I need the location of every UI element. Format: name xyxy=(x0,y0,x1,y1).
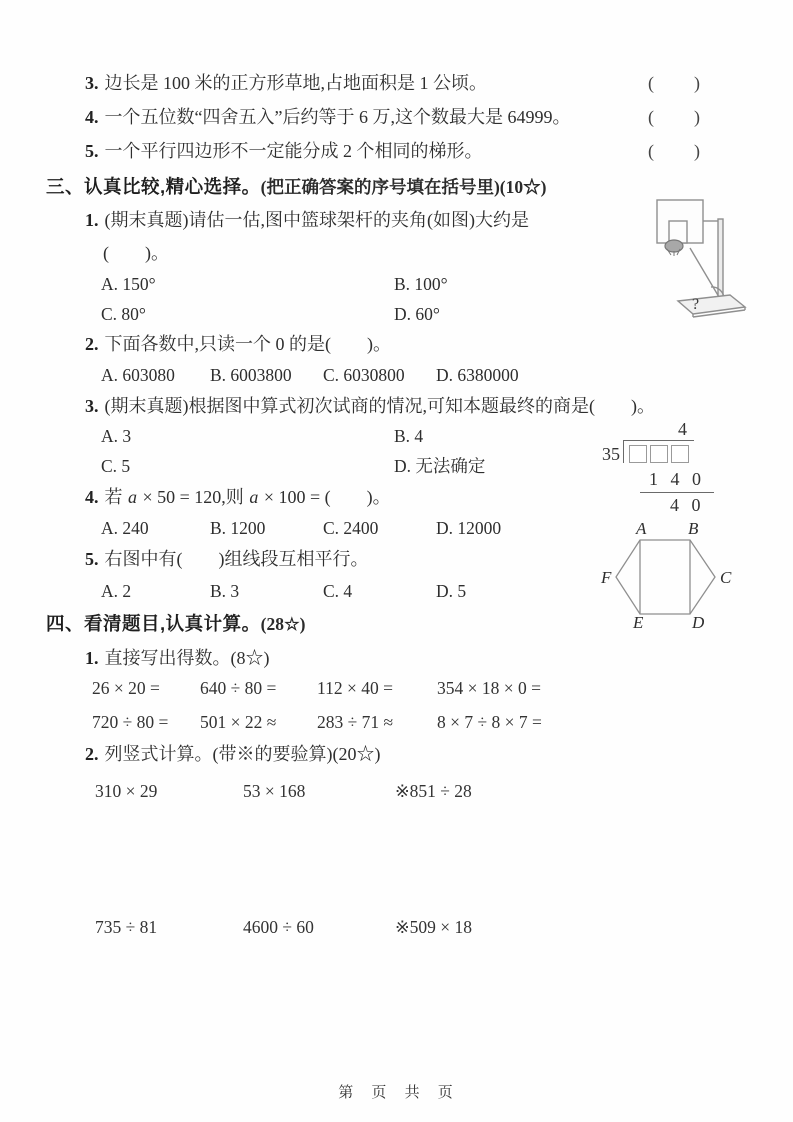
long-division-figure xyxy=(602,419,747,516)
calc-expression: ※509 × 18 xyxy=(395,917,473,937)
option-d: D. 无法确定 xyxy=(394,456,486,476)
mental-calc-row2 xyxy=(92,711,793,733)
vertex-label-b: B xyxy=(688,519,699,538)
option-c: C. 80° xyxy=(101,304,146,324)
calc-expression: 8 × 7 ÷ 8 × 7 = xyxy=(437,712,542,732)
hoop-and-net xyxy=(665,240,683,256)
calc-expression: ※851 ÷ 28 xyxy=(395,781,472,801)
section3-note: (把正确答案的序号填在括号里)(10☆) xyxy=(260,177,547,197)
question-text: (期末真题)根据图中算式初次试商的情况,可知本题最终的商是( )。 xyxy=(104,396,655,416)
question-number: 1. xyxy=(85,210,99,230)
option-d: D. 12000 xyxy=(436,518,502,538)
question-number: 5. xyxy=(85,549,99,569)
division-product-line: 1 4 0 xyxy=(640,469,714,493)
option-a: A. 603080 xyxy=(101,365,175,385)
tf-item-text: 边长是 100 米的正方形草地,占地面积是 1 公顷。 xyxy=(104,73,487,93)
option-c: C. 2400 xyxy=(323,518,379,538)
vertical-calc-row1 xyxy=(95,780,793,802)
question-number: 4. xyxy=(85,487,99,507)
answer-bracket xyxy=(648,73,700,94)
blank-digit-box xyxy=(671,445,689,463)
bracket-open: ( xyxy=(648,107,654,127)
section4-note: (28☆) xyxy=(260,614,306,634)
sub-item-text: 列竖式计算。(带※的要验算)(20☆) xyxy=(104,744,381,764)
option-c: C. 4 xyxy=(323,581,353,601)
question-text: 若 a × 50 = 120,则 a × 100 = ( )。 xyxy=(104,487,391,507)
vertex-label-e: E xyxy=(633,613,644,630)
question-3 xyxy=(85,394,793,418)
vertex-label-c: C xyxy=(720,568,732,587)
calc-expression: 310 × 29 xyxy=(95,781,158,801)
calc-expression: 53 × 168 xyxy=(243,781,306,801)
blank-digit-box xyxy=(629,445,647,463)
question-number: 2. xyxy=(85,334,99,354)
option-b: B. 3 xyxy=(210,581,240,601)
item-number: 5. xyxy=(85,141,99,161)
option-d: D. 6380000 xyxy=(436,365,519,385)
question-2 xyxy=(85,332,793,356)
hexagon-figure xyxy=(600,518,732,630)
answer-bracket xyxy=(648,141,700,162)
tf-item-3 xyxy=(85,73,793,94)
variable-a: a xyxy=(249,487,259,507)
question-mark-label: ? xyxy=(692,296,700,313)
tf-item-text: 一个五位数“四舍五入”后约等于 6 万,这个数最大是 64999。 xyxy=(104,107,571,127)
option-b: B. 1200 xyxy=(210,518,266,538)
true-false-section xyxy=(0,73,793,162)
calc-expression: 501 × 22 ≈ xyxy=(200,712,277,732)
tf-item-5 xyxy=(85,141,793,162)
division-quotient: 4 xyxy=(678,419,687,439)
item-number: 2. xyxy=(85,744,99,764)
option-b: B. 6003800 xyxy=(210,365,292,385)
section4-title: 四、看清题目,认真计算。 xyxy=(46,613,261,634)
section3-title: 三、认真比较,精心选择。 xyxy=(46,176,261,197)
bracket-close: ) xyxy=(694,141,700,161)
hexagon-outline xyxy=(616,540,715,614)
item-number: 1. xyxy=(85,648,99,668)
bracket-close: ) xyxy=(694,73,700,93)
basketball-stand-figure xyxy=(648,193,748,321)
division-dividend-boxes xyxy=(623,440,694,463)
calc-expression: 283 ÷ 71 ≈ xyxy=(317,712,394,732)
item-number: 4. xyxy=(85,107,99,127)
option-b: B. 100° xyxy=(394,274,448,294)
question-text: 下面各数中,只读一个 0 的是( )。 xyxy=(104,334,391,354)
option-a: A. 3 xyxy=(101,426,132,446)
bracket-open: ( xyxy=(648,73,654,93)
sub-item-text: 直接写出得数。(8☆) xyxy=(104,648,270,668)
tf-item-4 xyxy=(85,107,793,128)
question-number: 3. xyxy=(85,396,99,416)
option-a: A. 240 xyxy=(101,518,149,538)
calc-expression: 354 × 18 × 0 = xyxy=(437,678,541,698)
vertex-label-d: D xyxy=(692,613,705,630)
diagonal-brace xyxy=(690,248,719,297)
bracket-open: ( xyxy=(648,141,654,161)
question-text: (期末真题)请估一估,图中篮球架杆的夹角(如图)大约是 xyxy=(104,210,529,230)
calc-expression: 640 ÷ 80 = xyxy=(200,678,277,698)
vertex-label-a: A xyxy=(636,519,647,538)
option-a: A. 150° xyxy=(101,274,156,294)
calc-expression: 26 × 20 = xyxy=(92,678,160,698)
division-divisor: 35 xyxy=(602,444,620,464)
option-c: C. 5 xyxy=(101,456,131,476)
calc-expression: 720 ÷ 80 = xyxy=(92,712,169,732)
tf-item-text: 一个平行四边形不一定能分成 2 个相同的梯形。 xyxy=(104,141,483,161)
question-text: 右图中有( )组线段互相平行。 xyxy=(104,549,369,569)
question-1-blank: ( )。 xyxy=(103,243,169,263)
mental-calc-row1 xyxy=(92,677,793,699)
option-d: D. 60° xyxy=(394,304,440,324)
option-b: B. 4 xyxy=(394,426,424,446)
variable-a: a xyxy=(128,487,137,507)
question-2-options xyxy=(101,364,793,386)
vertex-label-f: F xyxy=(601,568,612,587)
calc-expression: 4600 ÷ 60 xyxy=(243,917,314,937)
page-footer: 第 页 共 页 xyxy=(338,1084,455,1101)
calc-sub2-header xyxy=(85,742,793,766)
calc-sub1-header xyxy=(85,646,793,670)
item-number: 3. xyxy=(85,73,99,93)
blank-digit-box xyxy=(650,445,668,463)
calc-expression: 112 × 40 = xyxy=(317,678,393,698)
vertical-calc-row2 xyxy=(95,916,793,938)
option-d: D. 5 xyxy=(436,581,467,601)
bracket-close: ) xyxy=(694,107,700,127)
option-c: C. 6030800 xyxy=(323,365,405,385)
division-remainder-line: 4 0 xyxy=(670,495,705,515)
answer-bracket xyxy=(648,107,700,128)
calc-expression: 735 ÷ 81 xyxy=(95,917,158,937)
option-a: A. 2 xyxy=(101,581,132,601)
